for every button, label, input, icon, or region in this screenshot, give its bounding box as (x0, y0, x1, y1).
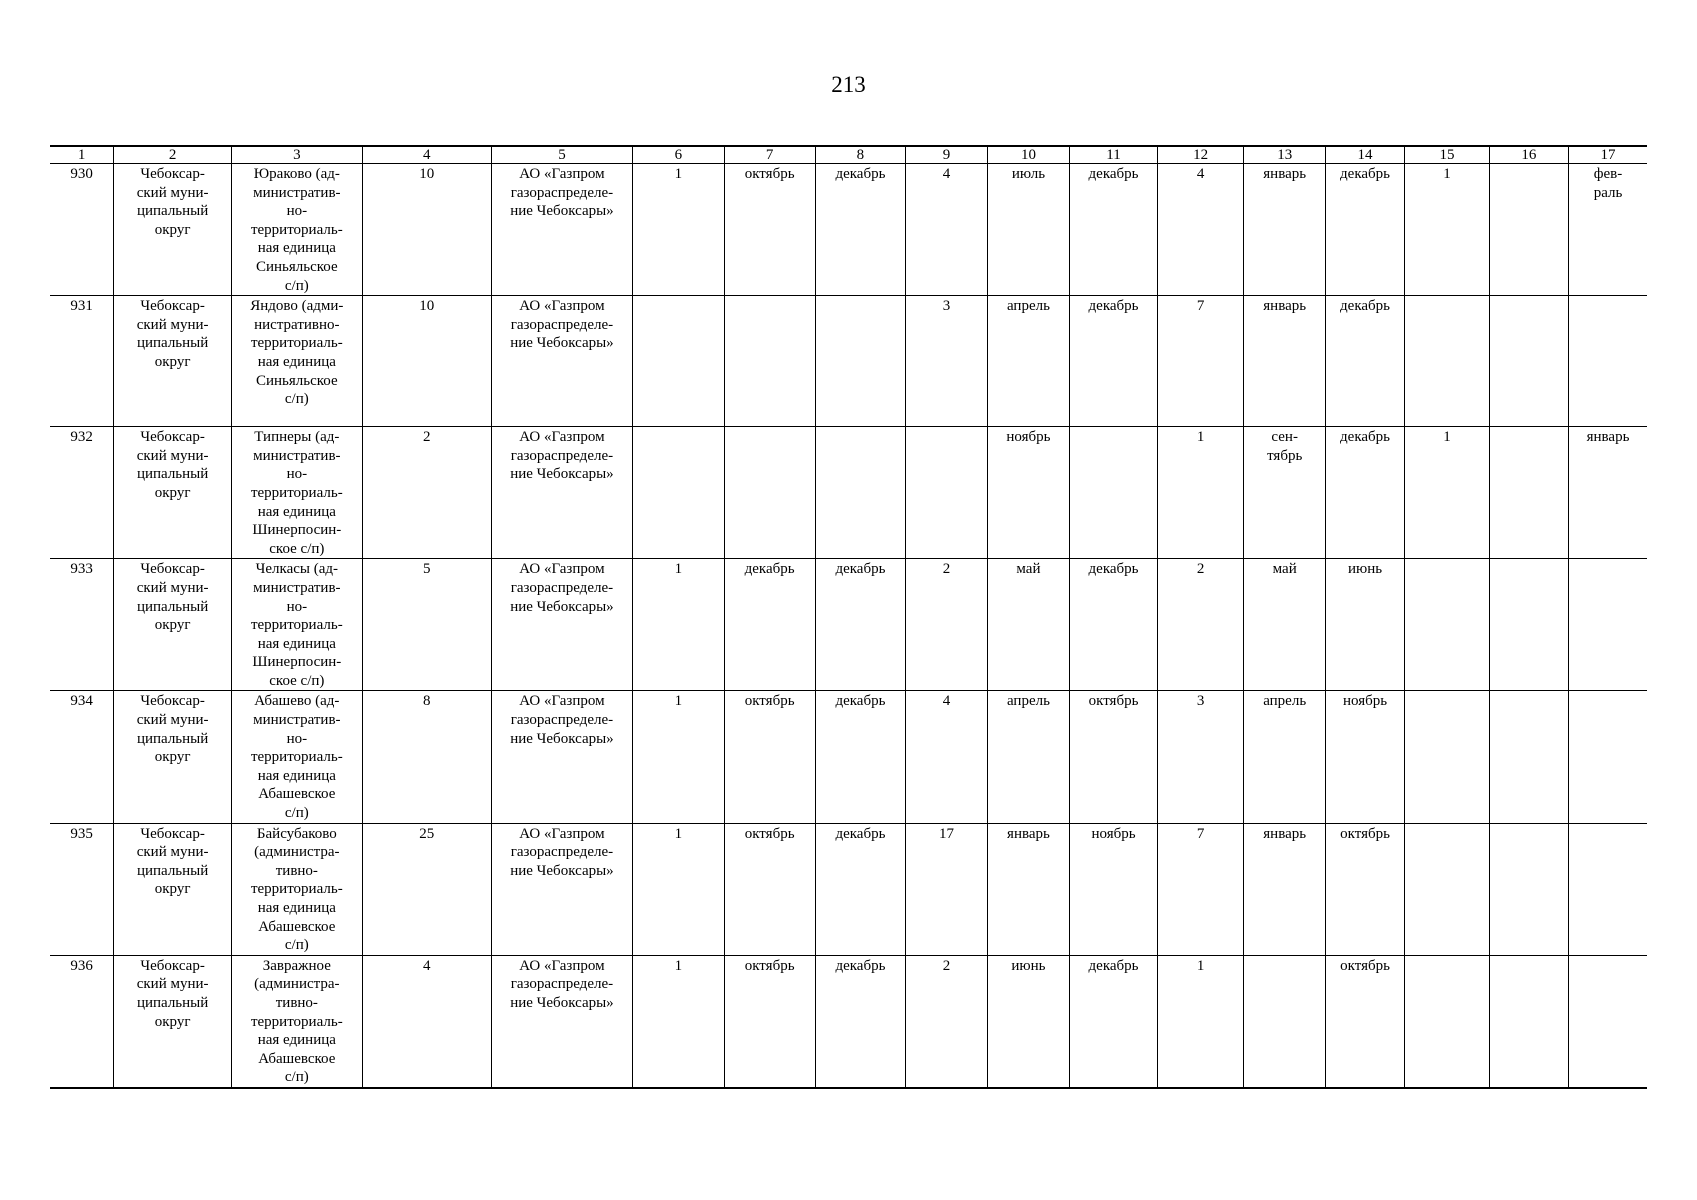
cell-col17 (1569, 955, 1647, 1088)
cell-col12: 2 (1157, 559, 1244, 691)
cell-organization: АО «Газпром газораспределе- ние Чебоксары» (491, 955, 632, 1088)
cell-settlement: Яндово (адми- нистративно- территориаль- ная единица Синьяльское с/п) (232, 296, 362, 427)
cell-col13: январь (1244, 164, 1325, 296)
cell-col17 (1569, 823, 1647, 955)
cell-col6: 1 (632, 164, 724, 296)
cell-col14: ноябрь (1325, 691, 1404, 823)
cell-col11: ноябрь (1070, 823, 1158, 955)
cell-settlement: Абашево (ад- министратив- но- территориаль- ная единица Абашевское с/п) (232, 691, 362, 823)
cell-settlement: Завражное (администра- тивно- территориаль- ная единица Абашевское с/п) (232, 955, 362, 1088)
cell-col14: июнь (1325, 559, 1404, 691)
cell-organization: АО «Газпром газораспределе- ние Чебоксары» (491, 559, 632, 691)
cell-col13 (1244, 955, 1325, 1088)
cell-row-number: 932 (50, 427, 114, 559)
table-row (50, 691, 1647, 823)
cell-settlement: Юраково (ад- министратив- но- территориаль- ная единица Синьяльское с/п) (232, 164, 362, 296)
cell-district: Чебоксар- ский муни- ципальный округ (114, 296, 232, 427)
cell-col15: 1 (1405, 164, 1490, 296)
cell-col14: октябрь (1325, 955, 1404, 1088)
cell-row-number: 931 (50, 296, 114, 427)
cell-col16 (1489, 559, 1568, 691)
table-body (50, 164, 1647, 1088)
cell-col10: июнь (987, 955, 1069, 1088)
cell-col12: 4 (1157, 164, 1244, 296)
column-header-14: 14 (1325, 146, 1404, 164)
cell-col16 (1489, 823, 1568, 955)
column-header-8: 8 (815, 146, 906, 164)
column-header-15: 15 (1405, 146, 1490, 164)
cell-col15 (1405, 691, 1490, 823)
cell-col9: 3 (906, 296, 987, 427)
cell-col7 (724, 296, 815, 427)
cell-count: 4 (362, 955, 491, 1088)
cell-district: Чебоксар- ский муни- ципальный округ (114, 559, 232, 691)
cell-col9: 4 (906, 691, 987, 823)
cell-col16 (1489, 296, 1568, 427)
cell-col7 (724, 427, 815, 559)
column-header-3: 3 (232, 146, 362, 164)
column-header-7: 7 (724, 146, 815, 164)
cell-col12: 1 (1157, 955, 1244, 1088)
cell-row-number: 935 (50, 823, 114, 955)
cell-col17: январь (1569, 427, 1647, 559)
column-header-13: 13 (1244, 146, 1325, 164)
column-header-2: 2 (114, 146, 232, 164)
cell-col13: май (1244, 559, 1325, 691)
cell-col11 (1070, 427, 1158, 559)
cell-count: 2 (362, 427, 491, 559)
cell-col17 (1569, 691, 1647, 823)
cell-col13: сен- тябрь (1244, 427, 1325, 559)
cell-organization: АО «Газпром газораспределе- ние Чебоксары» (491, 164, 632, 296)
cell-district: Чебоксар- ский муни- ципальный округ (114, 164, 232, 296)
cell-col15 (1405, 823, 1490, 955)
column-header-5: 5 (491, 146, 632, 164)
header-row (50, 146, 1647, 164)
cell-col10: январь (987, 823, 1069, 955)
cell-col16 (1489, 691, 1568, 823)
cell-col7: декабрь (724, 559, 815, 691)
cell-col11: декабрь (1070, 164, 1158, 296)
cell-settlement: Челкасы (ад- министратив- но- территориаль- ная единица Шинерпосин- ское с/п) (232, 559, 362, 691)
cell-col13: апрель (1244, 691, 1325, 823)
column-header-12: 12 (1157, 146, 1244, 164)
cell-row-number: 934 (50, 691, 114, 823)
cell-col10: июль (987, 164, 1069, 296)
cell-col14: декабрь (1325, 296, 1404, 427)
cell-col14: декабрь (1325, 427, 1404, 559)
cell-organization: АО «Газпром газораспределе- ние Чебоксары» (491, 823, 632, 955)
table-row (50, 296, 1647, 427)
cell-col14: декабрь (1325, 164, 1404, 296)
cell-col12: 1 (1157, 427, 1244, 559)
page-number: 213 (831, 72, 866, 97)
cell-col15 (1405, 559, 1490, 691)
cell-district: Чебоксар- ский муни- ципальный округ (114, 823, 232, 955)
column-header-10: 10 (987, 146, 1069, 164)
cell-count: 25 (362, 823, 491, 955)
cell-col6: 1 (632, 691, 724, 823)
cell-col11: декабрь (1070, 296, 1158, 427)
cell-col6 (632, 427, 724, 559)
cell-col7: октябрь (724, 691, 815, 823)
table-row (50, 427, 1647, 559)
cell-col11: декабрь (1070, 955, 1158, 1088)
cell-district: Чебоксар- ский муни- ципальный округ (114, 955, 232, 1088)
column-header-9: 9 (906, 146, 987, 164)
column-header-16: 16 (1489, 146, 1568, 164)
cell-settlement: Типнеры (ад- министратив- но- территориаль- ная единица Шинерпосин- ское с/п) (232, 427, 362, 559)
column-header-17: 17 (1569, 146, 1647, 164)
data-table (50, 145, 1647, 1089)
cell-col7: октябрь (724, 164, 815, 296)
cell-col9: 17 (906, 823, 987, 955)
cell-col10: май (987, 559, 1069, 691)
cell-col15 (1405, 296, 1490, 427)
cell-col8: декабрь (815, 691, 906, 823)
column-header-11: 11 (1070, 146, 1158, 164)
cell-col9: 2 (906, 559, 987, 691)
table-row (50, 164, 1647, 296)
cell-col17 (1569, 296, 1647, 427)
cell-col15 (1405, 955, 1490, 1088)
cell-col8: декабрь (815, 955, 906, 1088)
cell-count: 5 (362, 559, 491, 691)
cell-col8: декабрь (815, 164, 906, 296)
cell-col7: октябрь (724, 955, 815, 1088)
cell-col10: ноябрь (987, 427, 1069, 559)
cell-row-number: 930 (50, 164, 114, 296)
cell-row-number: 933 (50, 559, 114, 691)
cell-col12: 7 (1157, 296, 1244, 427)
cell-col17: фев- раль (1569, 164, 1647, 296)
cell-col10: апрель (987, 691, 1069, 823)
cell-col6 (632, 296, 724, 427)
cell-col6: 1 (632, 955, 724, 1088)
cell-settlement: Байсубаково (администра- тивно- территориаль- ная единица Абашевское с/п) (232, 823, 362, 955)
cell-col9: 2 (906, 955, 987, 1088)
cell-row-number: 936 (50, 955, 114, 1088)
cell-col13: январь (1244, 823, 1325, 955)
column-header-4: 4 (362, 146, 491, 164)
cell-col17 (1569, 559, 1647, 691)
cell-col16 (1489, 955, 1568, 1088)
cell-col8 (815, 427, 906, 559)
cell-col13: январь (1244, 296, 1325, 427)
cell-organization: АО «Газпром газораспределе- ние Чебоксары» (491, 296, 632, 427)
cell-col10: апрель (987, 296, 1069, 427)
cell-col12: 7 (1157, 823, 1244, 955)
cell-count: 10 (362, 296, 491, 427)
column-header-1: 1 (50, 146, 114, 164)
cell-col6: 1 (632, 559, 724, 691)
cell-col7: октябрь (724, 823, 815, 955)
cell-organization: АО «Газпром газораспределе- ние Чебоксары» (491, 691, 632, 823)
cell-col8: декабрь (815, 559, 906, 691)
cell-col9 (906, 427, 987, 559)
cell-col12: 3 (1157, 691, 1244, 823)
cell-col11: октябрь (1070, 691, 1158, 823)
column-header-6: 6 (632, 146, 724, 164)
cell-district: Чебоксар- ский муни- ципальный округ (114, 427, 232, 559)
cell-col6: 1 (632, 823, 724, 955)
cell-district: Чебоксар- ский муни- ципальный округ (114, 691, 232, 823)
cell-col14: октябрь (1325, 823, 1404, 955)
table-row (50, 955, 1647, 1088)
cell-col8 (815, 296, 906, 427)
cell-col8: декабрь (815, 823, 906, 955)
cell-count: 10 (362, 164, 491, 296)
cell-col15: 1 (1405, 427, 1490, 559)
cell-col16 (1489, 164, 1568, 296)
table-row (50, 823, 1647, 955)
cell-count: 8 (362, 691, 491, 823)
cell-col11: декабрь (1070, 559, 1158, 691)
table-row (50, 559, 1647, 691)
cell-col16 (1489, 427, 1568, 559)
cell-organization: АО «Газпром газораспределе- ние Чебоксары» (491, 427, 632, 559)
cell-col9: 4 (906, 164, 987, 296)
